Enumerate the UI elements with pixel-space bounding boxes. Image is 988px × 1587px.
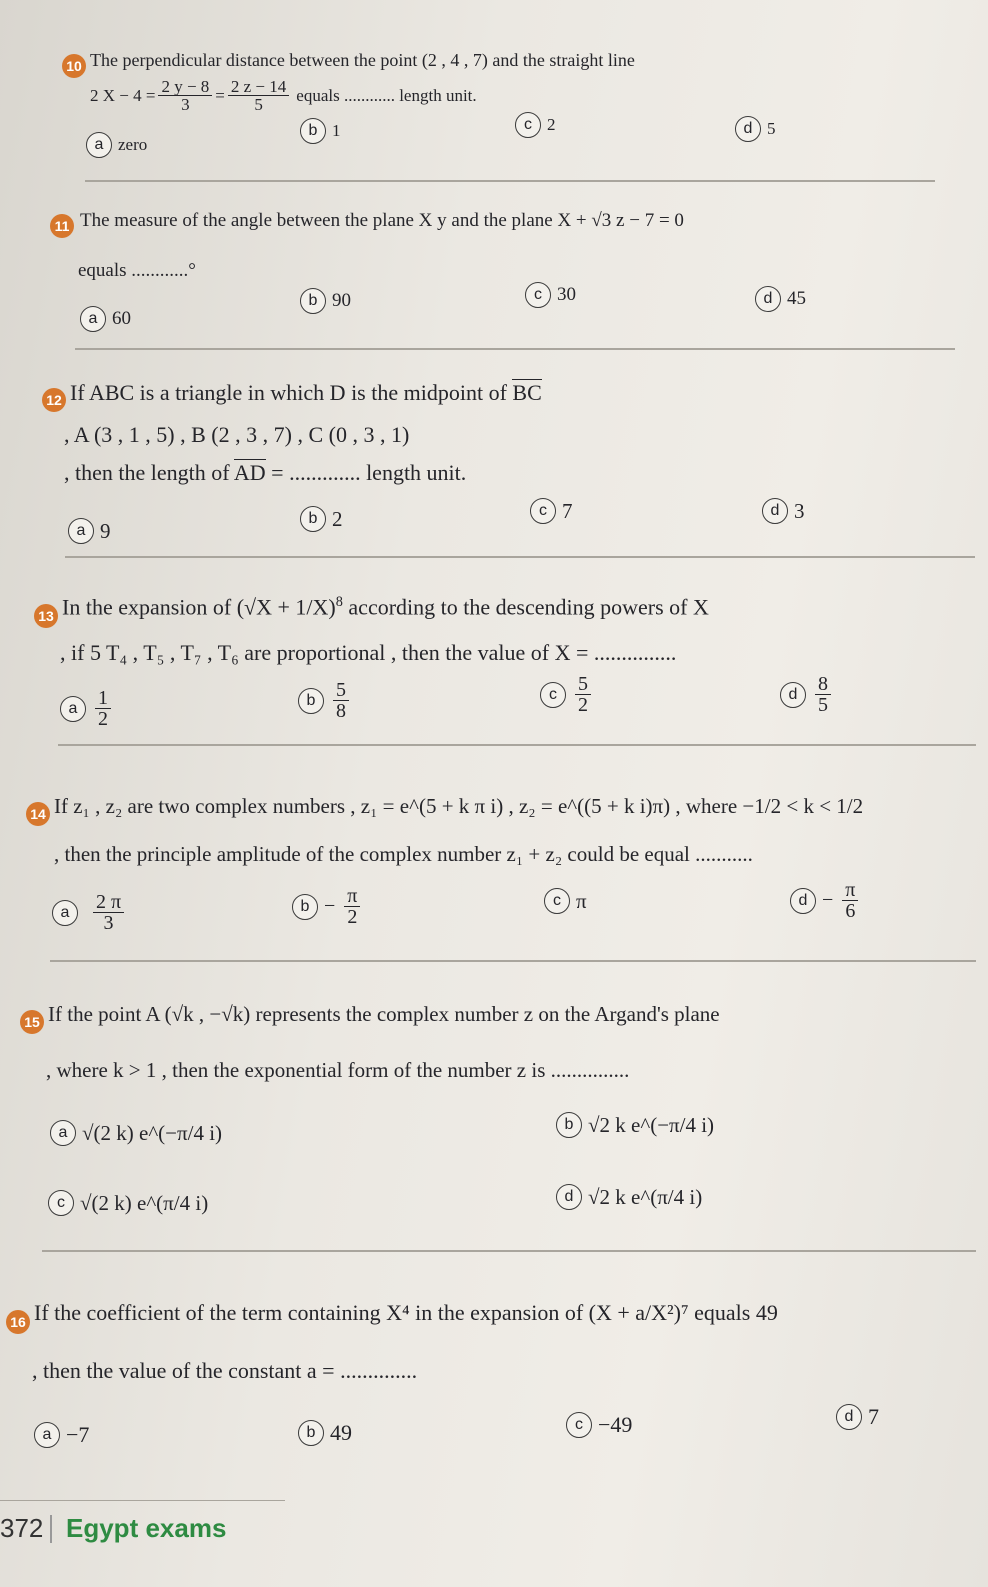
divider — [58, 744, 976, 746]
question-number-badge: 15 — [20, 1010, 44, 1034]
option-d[interactable]: d √2 k e^(π/4 i) — [556, 1184, 702, 1210]
option-c[interactable]: c 30 — [525, 282, 576, 308]
option-c[interactable]: c π — [544, 888, 587, 914]
option-c[interactable]: c $\frac{5}{2}$ — [540, 674, 594, 715]
option-d[interactable]: d − $\frac{\pi}{6}$ — [790, 880, 861, 921]
line-equation: 2 X − 4 = $\frac{2 y - 8}{3}$ = $\frac{2 z - 14}{5}$ equals ............ length unit. — [90, 77, 477, 114]
option-d[interactable]: d 5 — [735, 116, 776, 142]
divider — [0, 1500, 285, 1501]
option-b[interactable]: b √2 k e^(−π/4 i) — [556, 1112, 714, 1138]
option-c[interactable]: c √(2 k) e^(π/4 i) — [48, 1190, 208, 1216]
divider — [42, 1250, 976, 1252]
question-condition: , if 5 T₄ , T₅ , T₇ , T₆ are proportional , then the value of X = ............... — [60, 640, 677, 665]
option-d[interactable]: d 3 — [762, 498, 805, 524]
divider — [65, 556, 975, 558]
question-text: If ABC is a triangle in which D is the midpoint of BC — [70, 380, 542, 405]
page-number: 372 — [0, 1513, 44, 1543]
option-b[interactable]: b 2 — [300, 506, 343, 532]
option-d[interactable]: d 45 — [755, 286, 806, 312]
question-points: , A (3 , 1 , 5) , B (2 , 3 , 7) , C (0 , 3 , 1) — [64, 422, 410, 447]
question-equals: equals ............° — [78, 260, 196, 281]
question-number-badge: 10 — [62, 54, 86, 78]
option-a[interactable]: a zero — [86, 132, 147, 158]
option-b[interactable]: b $\frac{5}{8}$ — [298, 680, 352, 721]
question-text: If z₁ , z₂ are two complex numbers , z₁ = e^(5 + k π i) , z₂ = e^((5 + k i)π) , where −1/2 < k < 1/2 — [54, 794, 864, 818]
option-b[interactable]: b 1 — [300, 118, 341, 144]
option-a[interactable]: a 9 — [68, 518, 111, 544]
option-a[interactable]: a √(2 k) e^(−π/4 i) — [50, 1120, 222, 1146]
option-c[interactable]: c −49 — [566, 1412, 632, 1438]
option-c[interactable]: c 2 — [515, 112, 556, 138]
divider — [85, 180, 935, 182]
question-ask: , then the length of AD = ............. length unit. — [64, 460, 467, 485]
option-d[interactable]: d 7 — [836, 1404, 879, 1430]
question-ask: , where k > 1 , then the exponential form of the number z is ............... — [46, 1058, 630, 1082]
question-text: In the expansion of $(√X + 1/X)^8$ according to the descending powers of X — [62, 594, 709, 620]
question-text: If the point A (√k , −√k) represents the complex number z on the Argand's plane — [48, 1002, 720, 1026]
question-number-badge: 13 — [34, 604, 58, 628]
option-a[interactable]: a −7 — [34, 1422, 89, 1448]
question-ask: , then the principle amplitude of the complex number z₁ + z₂ could be equal ........... — [54, 842, 753, 866]
question-text: The measure of the angle between the plane X y and the plane X + √3 z − 7 = 0 — [80, 210, 684, 231]
question-number-badge: 16 — [6, 1310, 30, 1334]
option-a[interactable]: a 60 — [80, 306, 131, 332]
option-b[interactable]: b − $\frac{\pi}{2}$ — [292, 886, 363, 927]
option-a[interactable]: a $\frac{1}{2}$ — [60, 688, 114, 729]
divider — [75, 348, 955, 350]
page-footer — [0, 1505, 400, 1565]
brand-name: Egypt exams — [66, 1513, 227, 1543]
footer-divider — [50, 1515, 52, 1543]
question-number-badge: 11 — [50, 214, 74, 238]
question-ask: , then the value of the constant a = .............. — [32, 1358, 418, 1383]
question-text: If the coefficient of the term containing X⁴ in the expansion of (X + a/X²)⁷ equals 49 — [34, 1300, 778, 1325]
option-b[interactable]: b 49 — [298, 1420, 352, 1446]
question-text: The perpendicular distance between the point (2 , 4 , 7) and the straight line — [90, 50, 635, 70]
option-b[interactable]: b 90 — [300, 288, 351, 314]
divider — [50, 960, 976, 962]
option-a[interactable]: a $\frac{2 \pi}{3}$ — [52, 892, 127, 933]
question-number-badge: 14 — [26, 802, 50, 826]
option-d[interactable]: d $\frac{8}{5}$ — [780, 674, 834, 715]
question-number-badge: 12 — [42, 388, 66, 412]
option-c[interactable]: c 7 — [530, 498, 573, 524]
